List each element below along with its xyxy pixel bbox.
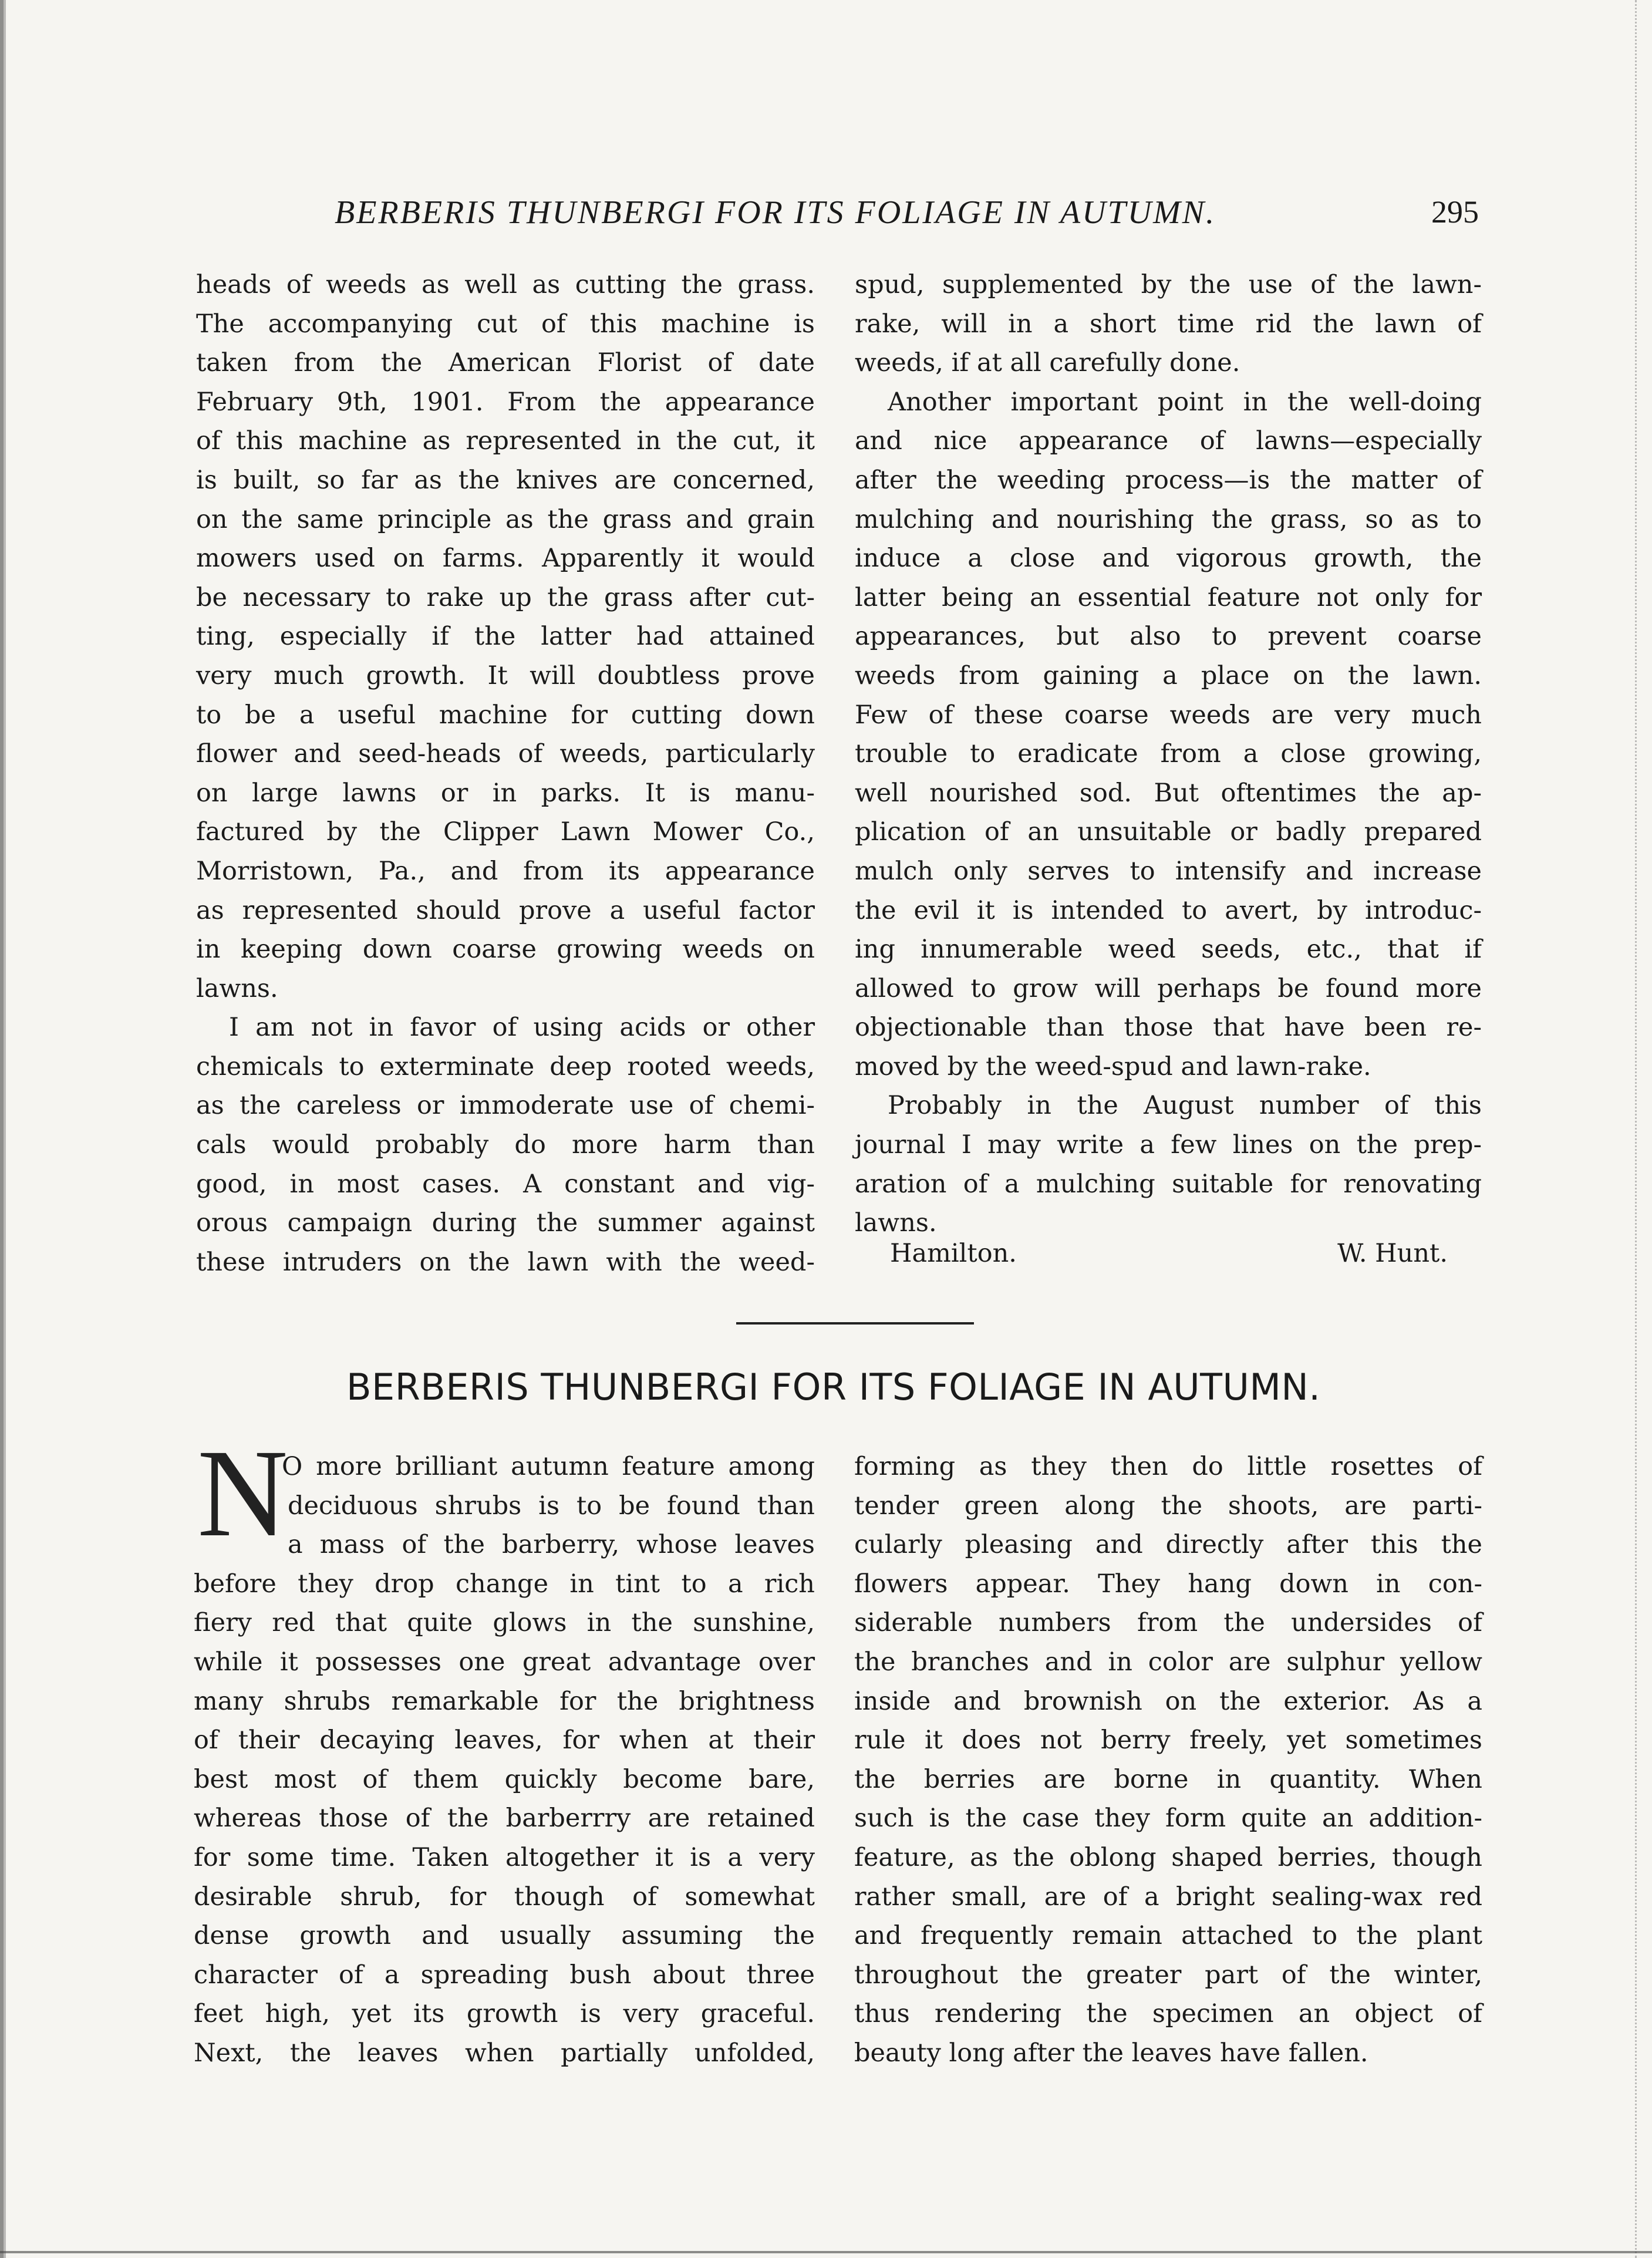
text-line: a mass of the barberry, whose leaves bbox=[288, 1530, 815, 1560]
article-column-left bbox=[194, 1447, 815, 2073]
previous-article-column-left bbox=[196, 265, 815, 1282]
text-line: the branches and in color are sulphur yellow bbox=[854, 1647, 1482, 1677]
text-line: the berries are borne in quantity. When bbox=[854, 1764, 1482, 1794]
text-line: feature, as the oblong shaped berries, though bbox=[854, 1842, 1482, 1872]
text-line: moved by the weed-spud and lawn-rake. bbox=[855, 1052, 1371, 1081]
text-line: after the weeding process—is the matter of bbox=[855, 465, 1482, 495]
text-line: flowers appear. They hang down in con- bbox=[854, 1569, 1482, 1599]
text-line: whereas those of the barberrry are retained bbox=[194, 1804, 815, 1834]
page-bottom-edge bbox=[0, 2246, 1652, 2258]
text-line: induce a close and vigorous growth, the bbox=[855, 544, 1482, 574]
text-line: orous campaign during the summer against bbox=[196, 1208, 815, 1238]
text-line: ing innumerable weed seeds, etc., that if bbox=[855, 935, 1482, 965]
text-line: weeds from gaining a place on the lawn. bbox=[855, 660, 1482, 690]
text-line: O more brilliant autumn feature among bbox=[282, 1452, 815, 1481]
text-line: Probably in the August number of this bbox=[888, 1091, 1482, 1121]
page-right-edge bbox=[1635, 0, 1643, 2258]
text-line: rake, will in a short time rid the lawn of bbox=[855, 309, 1482, 339]
text-line: Next, the leaves when partially unfolded, bbox=[194, 2038, 815, 2068]
previous-article-column-right bbox=[855, 265, 1482, 1243]
text-line: aration of a mulching suitable for renovating bbox=[855, 1169, 1482, 1199]
text-line: Few of these coarse weeds are very much bbox=[855, 700, 1482, 730]
text-line: Another important point in the well-doing bbox=[888, 387, 1482, 417]
running-head bbox=[317, 187, 1491, 240]
text-line: ting, especially if the latter had attained bbox=[196, 622, 815, 652]
text-line: I am not in favor of using acids or other bbox=[229, 1013, 815, 1043]
text-line: as represented should prove a useful factor bbox=[196, 895, 815, 925]
signature-author: W. Hunt. bbox=[1337, 1239, 1448, 1268]
text-line: while it possesses one great advantage over bbox=[194, 1647, 815, 1677]
text-line: character of a spreading bush about three bbox=[194, 1960, 815, 1990]
text-line: well nourished sod. But oftentimes the ap- bbox=[855, 778, 1482, 808]
article-column-right bbox=[854, 1447, 1482, 2073]
text-line: February 9th, 1901. From the appearance bbox=[196, 387, 815, 417]
text-line: spud, supplemented by the use of the lawn- bbox=[855, 270, 1482, 299]
text-line: for some time. Taken altogether it is a very bbox=[194, 1842, 815, 1872]
text-line: before they drop change in tint to a rich bbox=[194, 1569, 815, 1599]
article-title: BERBERIS THUNBERGI FOR ITS FOLIAGE IN AUTUMN. bbox=[346, 1366, 1321, 1408]
text-line: weeds, if at all carefully done. bbox=[855, 348, 1240, 378]
text-line: forming as they then do little rosettes of bbox=[854, 1452, 1482, 1481]
text-line: very much growth. It will doubtless prove bbox=[196, 660, 815, 690]
text-line: deciduous shrubs is to be found than bbox=[288, 1491, 815, 1521]
text-line: taken from the American Florist of date bbox=[196, 348, 815, 378]
text-line: on the same principle as the grass and grain bbox=[196, 504, 815, 534]
text-line: rule it does not berry freely, yet sometimes bbox=[854, 1725, 1482, 1755]
text-line: mowers used on farms. Apparently it would bbox=[196, 544, 815, 574]
text-line: feet high, yet its growth is very graceful. bbox=[194, 1999, 815, 2029]
text-line: mulch only serves to intensify and increase bbox=[855, 856, 1482, 886]
text-line: to be a useful machine for cutting down bbox=[196, 700, 815, 730]
text-line: The accompanying cut of this machine is bbox=[196, 309, 815, 339]
text-line: these intruders on the lawn with the weed- bbox=[196, 1247, 815, 1277]
signature-place: Hamilton. bbox=[890, 1239, 1017, 1268]
text-line: appearances, but also to prevent coarse bbox=[855, 622, 1482, 652]
text-line: journal I may write a few lines on the prep- bbox=[855, 1130, 1482, 1160]
text-line: chemicals to exterminate deep rooted weeds, bbox=[196, 1052, 815, 1081]
running-title: BERBERIS THUNBERGI FOR ITS FOLIAGE IN AUTUMN. bbox=[335, 194, 1216, 231]
text-line: such is the case they form quite an addition- bbox=[854, 1804, 1482, 1834]
text-line: allowed to grow will perhaps be found more bbox=[855, 973, 1482, 1003]
page-number: 295 bbox=[1431, 194, 1479, 230]
text-line: inside and brownish on the exterior. As a bbox=[854, 1686, 1482, 1716]
book-spine-edge bbox=[0, 0, 13, 2258]
text-line: lawns. bbox=[855, 1208, 937, 1238]
text-line: be necessary to rake up the grass after cut- bbox=[196, 582, 815, 612]
text-line: heads of weeds as well as cutting the grass. bbox=[196, 270, 815, 299]
text-line: latter being an essential feature not only for bbox=[855, 582, 1482, 612]
text-line: many shrubs remarkable for the brightness bbox=[194, 1686, 815, 1716]
section-divider-rule bbox=[736, 1322, 974, 1325]
text-line: beauty long after the leaves have fallen. bbox=[854, 2038, 1368, 2068]
text-line: dense growth and usually assuming the bbox=[194, 1921, 815, 1951]
text-line: desirable shrub, for though of somewhat bbox=[194, 1882, 815, 1912]
drop-cap-letter: N bbox=[197, 1424, 288, 1563]
text-line: lawns. bbox=[196, 973, 278, 1003]
text-line: of their decaying leaves, for when at their bbox=[194, 1725, 815, 1755]
text-line: good, in most cases. A constant and vig- bbox=[196, 1169, 815, 1199]
text-line: plication of an unsuitable or badly prepared bbox=[855, 817, 1482, 847]
text-line: flower and seed-heads of weeds, particularly bbox=[196, 739, 815, 769]
text-line: tender green along the shoots, are parti- bbox=[854, 1491, 1482, 1521]
text-line: the evil it is intended to avert, by introduc- bbox=[855, 895, 1482, 925]
text-line: fiery red that quite glows in the sunshine, bbox=[194, 1608, 815, 1638]
text-line: rather small, are of a bright sealing-wax red bbox=[854, 1882, 1482, 1912]
text-line: trouble to eradicate from a close growing, bbox=[855, 739, 1482, 769]
text-line: factured by the Clipper Lawn Mower Co., bbox=[196, 817, 815, 847]
text-line: and nice appearance of lawns—especially bbox=[855, 426, 1482, 456]
text-line: in keeping down coarse growing weeds on bbox=[196, 935, 815, 965]
text-line: is built, so far as the knives are concerned, bbox=[196, 465, 815, 495]
text-line: of this machine as represented in the cut, it bbox=[196, 426, 815, 456]
text-line: objectionable than those that have been re- bbox=[855, 1013, 1482, 1043]
text-line: throughout the greater part of the winter, bbox=[854, 1960, 1482, 1990]
text-line: cals would probably do more harm than bbox=[196, 1130, 815, 1160]
text-line: mulching and nourishing the grass, so as to bbox=[855, 504, 1482, 534]
text-line: cularly pleasing and directly after this the bbox=[854, 1530, 1482, 1560]
text-line: on large lawns or in parks. It is manu- bbox=[196, 778, 815, 808]
text-line: thus rendering the specimen an object of bbox=[854, 1999, 1482, 2029]
text-line: Morristown, Pa., and from its appearance bbox=[196, 856, 815, 886]
text-line: best most of them quickly become bare, bbox=[194, 1764, 815, 1794]
text-line: siderable numbers from the undersides of bbox=[854, 1608, 1482, 1638]
text-line: as the careless or immoderate use of chemi- bbox=[196, 1091, 815, 1121]
text-line: and frequently remain attached to the plant bbox=[854, 1921, 1482, 1951]
